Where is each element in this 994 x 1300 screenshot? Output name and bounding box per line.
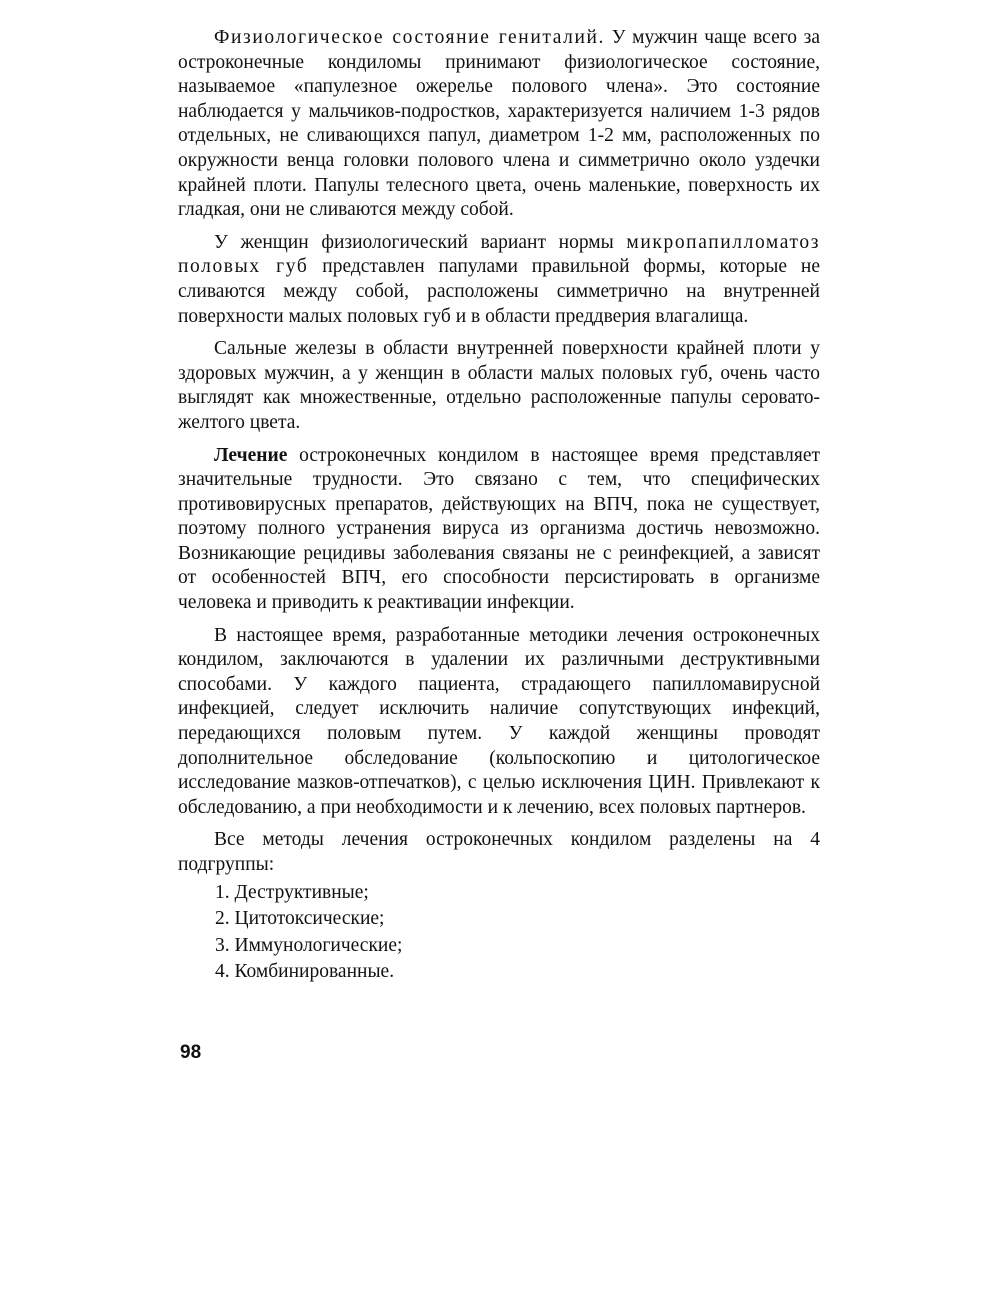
paragraph-text: остроконечных кондилом в настоящее время представляет значительные трудности. Это связано с тем, что специфических противовирусных препаратов, действующих на ВПЧ, пока не существует, поэтому полного устранения вируса из организма достичь невозможно. Возникающие рецидивы заболевания связаны не с реинфекцией, а зависят от особенностей ВПЧ, его способности персистировать в организме человека и приводить к реактивации инфекции. xyxy=(178,444,820,614)
paragraph-sebaceous-glands xyxy=(178,337,820,435)
page-body xyxy=(178,26,820,986)
paragraph-subgroups-intro xyxy=(178,828,820,877)
treatment-methods-list xyxy=(178,880,820,986)
list-item: 2. Цитотоксические; xyxy=(215,908,385,930)
section-lead-in: Физиологическое состояние гениталий. xyxy=(214,27,606,48)
paragraph-text: В настоящее время, разработанные методики лечения остроконечных кондилом, заключаются в удалении их различными деструктивными способами. У каждого пациента, страдающего папилломавирусной инфекцией, следует исключить наличие сопутствующих инфекций, передающихся половым путем. У каждой женщины проводят дополнительное обследование (кольпоскопию и цитологическое исследование мазков-отпечатков), с целью исключения ЦИН. Привлекают к обследованию, а при необходимости и к лечению, всех половых партнеров. xyxy=(178,624,820,818)
paragraph-physiological-state xyxy=(178,26,820,223)
page-number: 98 xyxy=(180,1042,202,1063)
term-micropapillomatosis: микропапилломатоз половых губ xyxy=(178,231,820,278)
paragraph-text: Сальные железы в области внутренней поверхности крайней плоти у здоровых мужчин, а у женщин в области малых половых губ, очень часто выглядят как множественные, отдельно расположенные папулы серовато-желтого цвета. xyxy=(178,338,820,433)
list-item: 1. Деструктивные; xyxy=(215,881,369,903)
list-item: 3. Иммунологические; xyxy=(215,934,403,956)
paragraph-text: У мужчин чаще всего за остроконечные кондиломы принимают физиологическое состояние, называемое «папулезное ожерелье полового члена». Это состояние наблюдается у мальчиков-подростков, характеризуется наличием 1-3 рядов отдельных, не сливающихся папул, диаметром 1-2 мм, расположенных по окружности венца головки полового члена и симметрично около уздечки крайней плоти. Папулы телесного цвета, очень маленькие, поверхность их гладкая, они не сливаются между собой. xyxy=(178,27,821,221)
paragraph-text: Все методы лечения остроконечных кондилом разделены на 4 подгруппы: xyxy=(178,829,820,875)
paragraph-text: представлен папулами правильной формы, которые не сливаются между собой, расположены симметрично на внутренней поверхности малых половых губ и в области преддверия влагалища. xyxy=(178,256,820,327)
paragraph-methods xyxy=(178,624,820,821)
treatment-heading: Лечение xyxy=(214,444,288,466)
paragraph-treatment xyxy=(178,444,820,616)
paragraph-women-norm xyxy=(178,231,820,329)
paragraph-text: У женщин физиологический вариант нормы xyxy=(214,231,627,253)
list-item: 4. Комбинированные. xyxy=(215,961,395,983)
